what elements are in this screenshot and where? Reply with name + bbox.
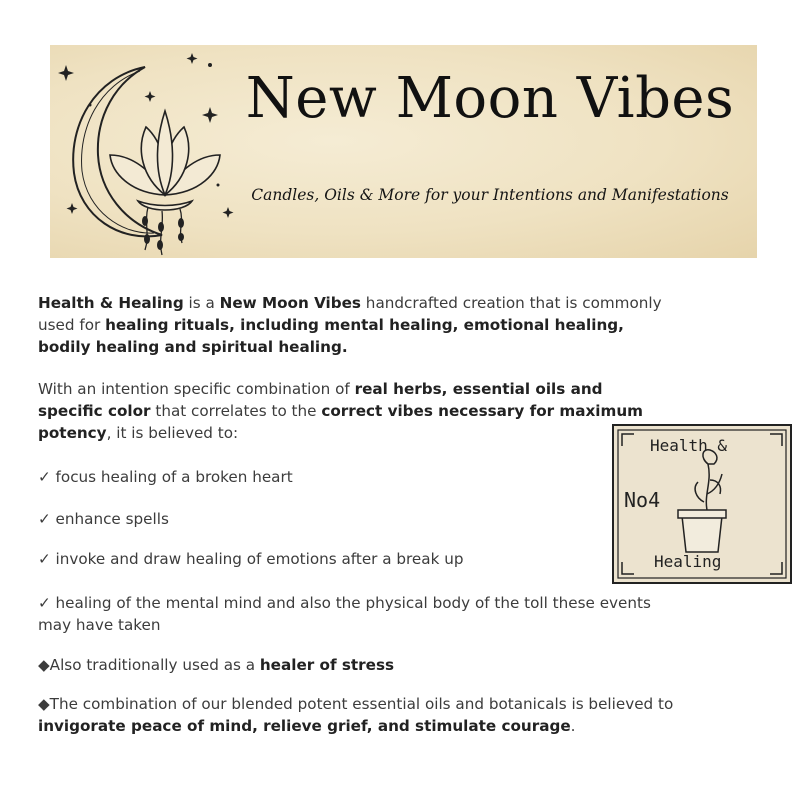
ingredients-text-3: , it is believed to: [106, 424, 239, 442]
lotus-icon [110, 111, 220, 210]
combination-highlight: invigorate peace of mind, relieve grief, and stimulate courage [38, 717, 571, 735]
intro-text-1: is a [183, 294, 220, 312]
label-number: No4 [624, 488, 661, 512]
intro-uses: healing rituals, including mental healing, emotional healing, bodily healing and spiritual healing. [38, 316, 624, 356]
combination-note [38, 693, 678, 737]
brand-banner [50, 45, 757, 258]
brand-title: New Moon Vibes [245, 66, 735, 131]
benefit-item: ✓ invoke and draw healing of emotions after a break up [38, 550, 464, 568]
stress-highlight: healer of stress [259, 656, 395, 674]
product-label-image [612, 424, 792, 584]
stress-prefix: ◆Also traditionally used as a [38, 656, 260, 674]
ingredients-text-1: With an intention specific combination of [38, 380, 355, 398]
benefit-item: ✓ enhance spells [38, 510, 169, 528]
intro-text-2: handcrafted creation that is commonly used for [38, 294, 662, 334]
stress-note [38, 654, 678, 676]
brand-tagline: Candles, Oils & More for your Intentions and Manifestations [251, 186, 729, 204]
label-title-bottom: Healing [654, 552, 722, 571]
combination-suffix: . [570, 717, 576, 735]
ingredients-text-2: that correlates to the [150, 402, 322, 420]
intro-paragraph [38, 292, 678, 358]
ingredients-highlight: real herbs, essential oils and specific color [38, 380, 603, 420]
label-title-top: Health & [650, 436, 728, 455]
ingredients-paragraph [38, 378, 668, 444]
brand-name: New Moon Vibes [219, 294, 361, 312]
combination-prefix: ◆The combination of our blended potent essential oils and botanicals is believed to [38, 695, 674, 713]
product-name: Health & Healing [38, 294, 184, 312]
vibes-highlight: correct vibes necessary for maximum potency [38, 402, 643, 442]
crescent-moon-lotus-icon [50, 45, 240, 258]
benefit-item: ✓ healing of the mental mind and also the physical body of the toll these events may have taken [38, 594, 651, 634]
benefit-item: ✓ focus healing of a broken heart [38, 468, 293, 486]
